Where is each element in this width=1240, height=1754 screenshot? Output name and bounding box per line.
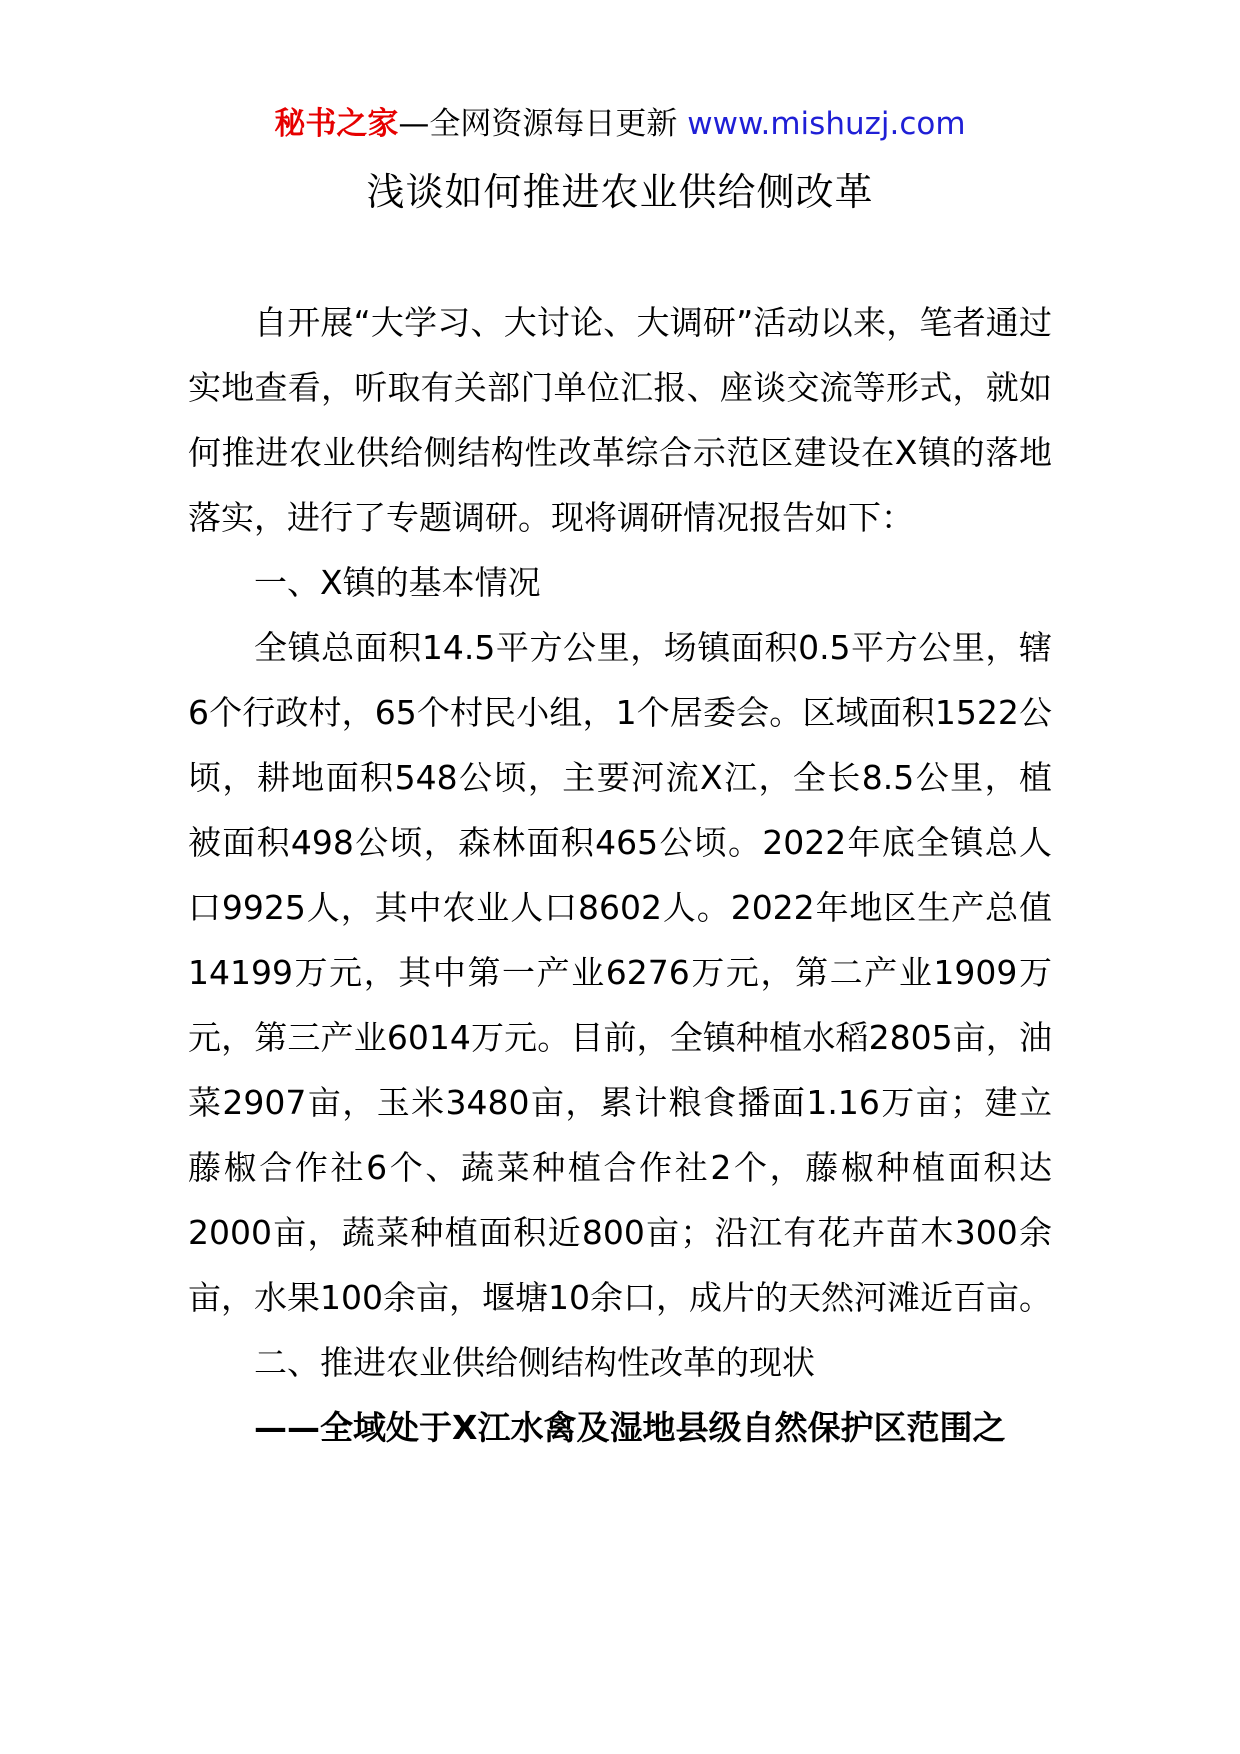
site-header <box>0 98 1240 150</box>
section-heading-1: 一、X镇的基本情况 <box>254 563 541 602</box>
section-heading-2: 二、推进农业供给侧结构性改革的现状 <box>254 1343 815 1382</box>
site-brand: 秘书之家 <box>274 106 399 142</box>
site-tagline: —全网资源每日更新 <box>398 106 678 142</box>
document-title: 浅谈如何推进农业供给侧改革 <box>366 170 874 214</box>
site-url-link[interactable]: www.mishuzj.com <box>687 106 966 142</box>
intro-paragraph: 自开展“大学习、大讨论、大调研”活动以来，笔者通过实地查看，听取有关部门单位汇报、座谈交流等形式，就如何推进农业供给侧结构性改革综合示范区建设在X镇的落地落实，进行了专题调研。现将调研情况报告如下： <box>188 303 1052 537</box>
basic-info-paragraph: 全镇总面积14.5平方公里，场镇面积0.5平方公里，辖6个行政村，65个村民小组，1个居委会。区域面积1522公顷，耕地面积548公顷，主要河流X江，全长8.5公里，植被面积498公顷，森林面积465公顷。2022年底全镇总人口9925人，其中农业人口8602人。2022年地区生产总值14199万元，其中第一产业6276万元，第二产业1909万元，第三产业6014万元。目前，全镇种植水稻2805亩，油菜2907亩，玉米3480亩，累计粮食播面1.16万亩；建立藤椒合作社6个、蔬菜种植合作社2个，藤椒种植面积达2000亩，蔬菜种植面积近800亩；沿江有花卉苗木300余亩，水果100余亩，堰塘10余口，成片的天然河滩近百亩。 <box>188 628 1052 1317</box>
document-body <box>188 290 1052 1460</box>
bold-subheading: ——全域处于X江水禽及湿地县级自然保护区范围之 <box>254 1408 1006 1447</box>
